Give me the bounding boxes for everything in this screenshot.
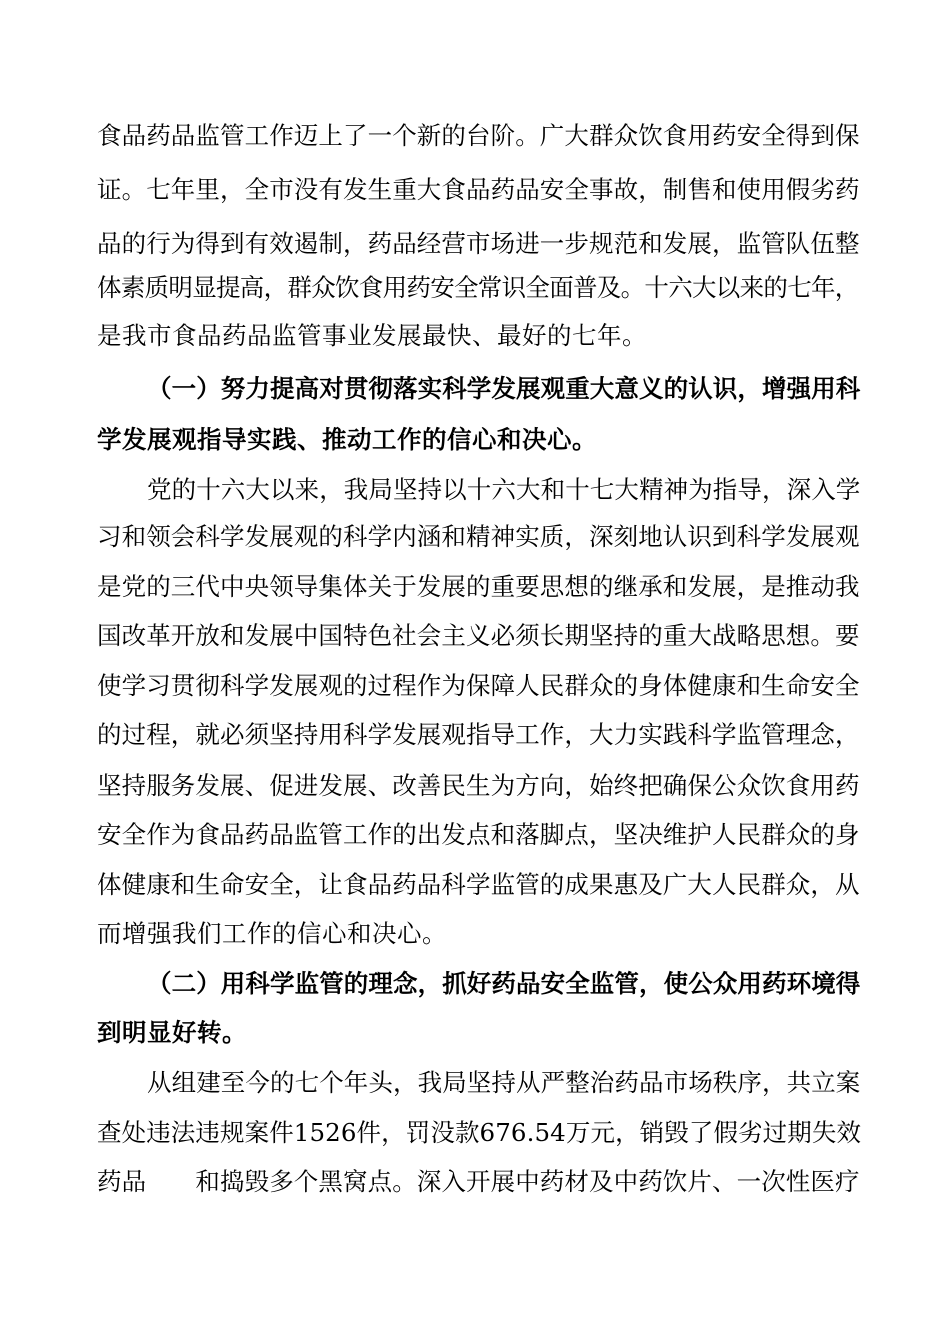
section-heading-1: （一）努力提高对贯彻落实科学发展观重大意义的认识，增强用科 <box>147 374 861 403</box>
body-text-line: 体健康和生命安全，让食品药品科学监管的成果惠及广大人民群众，从 <box>97 870 860 899</box>
section-heading-2: （二）用科学监管的理念，抓好药品安全监管，使公众用药环境得 <box>147 969 861 998</box>
body-text-line: 坚持服务发展、促进发展、改善民生为方向，始终把确保公众饮食用药 <box>97 771 860 800</box>
body-text-line: 的过程，就必须坚持用科学发展观指导工作，大力实践科学监管理念， <box>97 720 860 749</box>
body-text-line: 是党的三代中央领导集体关于发展的重要思想的继承和发展，是推动我 <box>97 572 860 601</box>
body-text-line: 而增强我们工作的信心和决心。 <box>97 919 447 948</box>
body-text-line: 食品药品监管工作迈上了一个新的台阶。广大群众饮食用药安全得到保 <box>97 121 860 150</box>
body-text-line: 习和领会科学发展观的科学内涵和精神实质，深刻地认识到科学发展观 <box>97 522 860 551</box>
body-text-line: 体素质明显提高，群众饮食用药安全常识全面普及。十六大以来的七年， <box>97 273 859 302</box>
section-heading-2-cont: 到明显好转。 <box>97 1018 247 1047</box>
section-heading-1-cont: 学发展观指导实践、推动工作的信心和决心。 <box>97 425 597 454</box>
body-text-line: 国改革开放和发展中国特色社会主义必须长期坚持的重大战略思想。要 <box>97 621 860 650</box>
body-text-line: 是我市食品药品监管事业发展最快、最好的七年。 <box>97 321 647 350</box>
body-text-line: 从组建至今的七个年头，我局坚持从严整治药品市场秩序，共立案 <box>147 1068 861 1097</box>
body-text-line: 药品 和捣毁多个黑窝点。深入开展中药材及中药饮片、一次性医疗 <box>97 1167 860 1196</box>
body-text-line: 查处违法违规案件1526件，罚没款676.54万元，销毁了假劣过期失效 <box>97 1118 862 1147</box>
body-text-line: 党的十六大以来，我局坚持以十六大和十七大精神为指导，深入学 <box>147 475 861 504</box>
body-text-line: 安全作为食品药品监管工作的出发点和落脚点，坚决维护人民群众的身 <box>97 820 860 849</box>
body-text-line: 证。七年里，全市没有发生重大食品药品安全事故，制售和使用假劣药 <box>97 175 860 204</box>
body-text-line: 品的行为得到有效遏制，药品经营市场进一步规范和发展，监管队伍整 <box>97 229 860 258</box>
body-text-line: 使学习贯彻科学发展观的过程作为保障人民群众的身体健康和生命安全 <box>97 671 860 700</box>
